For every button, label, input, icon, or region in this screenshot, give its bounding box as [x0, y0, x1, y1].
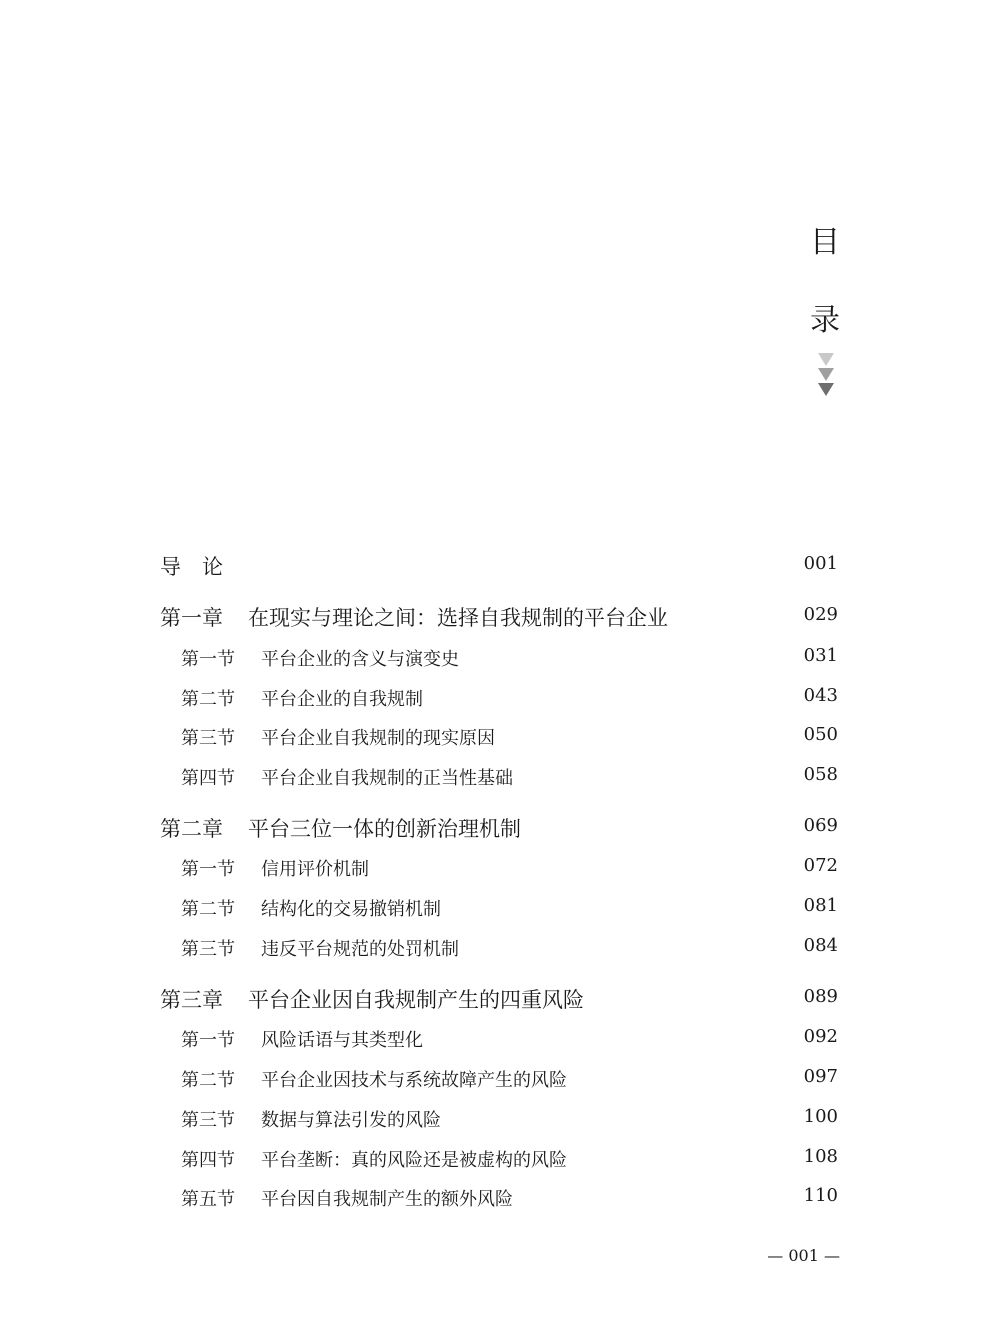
- section-page: 081: [803, 895, 838, 916]
- section-title: 平台企业自我规制的正当性基础: [261, 768, 513, 789]
- section-title: 平台垄断：真的风险还是被虚构的风险: [261, 1150, 567, 1171]
- section-title: 违反平台规范的处罚机制: [261, 939, 459, 960]
- chapter-label: 第二章: [160, 817, 223, 841]
- section-label: 第二节: [181, 689, 235, 710]
- chapter-page: 029: [803, 604, 838, 625]
- toc-section-row[interactable]: [160, 724, 838, 754]
- section-page: 110: [803, 1185, 838, 1206]
- toc-intro-page: 001: [803, 553, 838, 574]
- section-title: 信用评价机制: [261, 859, 369, 880]
- toc-chapter-1-row[interactable]: [160, 602, 838, 632]
- toc-section-row[interactable]: [160, 1066, 838, 1096]
- section-page: 097: [803, 1066, 838, 1087]
- section-page: 058: [803, 764, 838, 785]
- section-label: 第三节: [181, 1110, 235, 1131]
- toc-intro-label: 导论: [160, 555, 244, 579]
- toc-intro-row[interactable]: [160, 551, 838, 581]
- section-title: 结构化的交易撤销机制: [261, 899, 441, 920]
- chapter-page: 089: [803, 986, 838, 1007]
- section-label: 第一节: [181, 1030, 235, 1051]
- section-title: 风险话语与其类型化: [261, 1030, 423, 1051]
- chapter-title: 在现实与理论之间：选择自我规制的平台企业: [248, 606, 668, 630]
- toc-section-row[interactable]: [160, 685, 838, 715]
- toc-chapter-3-row[interactable]: [160, 984, 838, 1014]
- chapter-title: 平台三位一体的创新治理机制: [248, 817, 521, 841]
- chapter-label: 第三章: [160, 988, 223, 1012]
- section-label: 第一节: [181, 859, 235, 880]
- section-label: 第四节: [181, 768, 235, 789]
- toc-section-row[interactable]: [160, 1185, 838, 1215]
- section-title: 平台企业的自我规制: [261, 689, 423, 710]
- section-label: 第二节: [181, 1070, 235, 1091]
- chapter-title: 平台企业因自我规制产生的四重风险: [248, 988, 584, 1012]
- section-label: 第二节: [181, 899, 235, 920]
- section-page: 108: [803, 1146, 838, 1167]
- toc-section-row[interactable]: [160, 1026, 838, 1056]
- toc-heading-char-1: 目: [810, 225, 840, 260]
- section-page: 031: [803, 645, 838, 666]
- toc-section-row[interactable]: [160, 764, 838, 794]
- section-label: 第五节: [181, 1189, 235, 1210]
- toc-section-row[interactable]: [160, 935, 838, 965]
- section-title: 平台企业因技术与系统故障产生的风险: [261, 1070, 567, 1091]
- section-label: 第一节: [181, 649, 235, 670]
- section-page: 043: [803, 685, 838, 706]
- section-page: 084: [803, 935, 838, 956]
- toc-section-row[interactable]: [160, 895, 838, 925]
- section-label: 第三节: [181, 939, 235, 960]
- chapter-page: 069: [803, 815, 838, 836]
- section-label: 第四节: [181, 1150, 235, 1171]
- section-page: 100: [803, 1106, 838, 1127]
- section-title: 平台企业自我规制的现实原因: [261, 728, 495, 749]
- toc-section-row[interactable]: [160, 1106, 838, 1136]
- section-title: 平台企业的含义与演变史: [261, 649, 459, 670]
- toc-heading-char-2: 录: [810, 303, 840, 338]
- section-label: 第三节: [181, 728, 235, 749]
- toc-section-row[interactable]: [160, 645, 838, 675]
- section-page: 072: [803, 855, 838, 876]
- toc-section-row[interactable]: [160, 855, 838, 885]
- chapter-label: 第一章: [160, 606, 223, 630]
- section-title: 平台因自我规制产生的额外风险: [261, 1189, 513, 1210]
- page-number: — 001 —: [767, 1246, 840, 1265]
- section-title: 数据与算法引发的风险: [261, 1110, 441, 1131]
- toc-chapter-2-row[interactable]: [160, 813, 838, 843]
- section-page: 050: [803, 724, 838, 745]
- toc-section-row[interactable]: [160, 1146, 838, 1176]
- section-page: 092: [803, 1026, 838, 1047]
